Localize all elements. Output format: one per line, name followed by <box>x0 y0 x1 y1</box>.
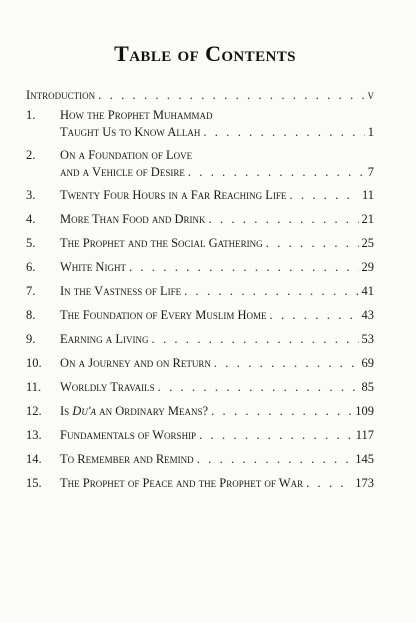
entry-title: The Foundation of Every Muslim Home <box>60 308 267 322</box>
entry-number: 10. <box>26 356 42 370</box>
entry-title-continued: Taught Us to Know Allah <box>60 125 201 139</box>
dot-leader <box>209 212 359 227</box>
entry-page-number: 85 <box>361 380 374 394</box>
entry-page-number: v <box>367 88 374 102</box>
entry-number: 6. <box>26 260 36 274</box>
entry-title: On a Foundation of Love <box>60 148 193 162</box>
dot-leader <box>211 404 352 419</box>
dot-leader <box>158 380 359 395</box>
entry-title: To Remember and Remind <box>60 452 194 466</box>
entry-title: On a Journey and on Return <box>60 356 211 370</box>
dot-leader <box>214 356 359 371</box>
entry-page-number: 1 <box>367 125 374 139</box>
entry-page-number: 69 <box>361 356 374 370</box>
entry-page-number: 43 <box>361 308 374 322</box>
page-title: Table of Contents <box>114 41 296 66</box>
entry-title: Worldly Travails <box>60 380 155 394</box>
entry-title-continued: and a Vehicle of Desire <box>60 165 185 179</box>
dot-leader <box>98 88 364 103</box>
entry-page-number: 7 <box>367 165 374 179</box>
entry-title-part: Is <box>60 404 73 418</box>
dot-leader <box>188 165 365 180</box>
entry-page-number: 29 <box>361 260 374 274</box>
dot-leader <box>184 284 358 299</box>
entry-title: In the Vastness of Life <box>60 284 182 298</box>
entry-title <box>60 404 208 419</box>
dot-leader <box>266 236 359 251</box>
dot-leader <box>306 476 352 491</box>
toc-entry-introduction <box>26 88 374 103</box>
entry-number: 2. <box>26 148 36 162</box>
entry-page-number: 109 <box>355 404 374 418</box>
entry-page-number: 41 <box>361 284 374 298</box>
dot-leader <box>289 188 359 203</box>
entry-title: The Prophet of Peace and the Prophet of War <box>60 476 304 490</box>
entry-page-number: 11 <box>361 188 374 202</box>
entry-number: 4. <box>26 212 36 226</box>
entry-title: Twenty Four Hours in a Far Reaching Life <box>60 188 287 202</box>
entry-number: 7. <box>26 284 36 298</box>
entry-page-number: 25 <box>361 236 374 250</box>
entry-page-number: 21 <box>361 212 374 226</box>
entry-number: 3. <box>26 188 36 202</box>
entry-number: 11. <box>26 380 42 394</box>
entry-title: Earning a Living <box>60 332 149 346</box>
entry-title: How the Prophet Muhammad <box>60 108 213 122</box>
dot-leader <box>129 260 359 275</box>
entry-title-italic: Du'a <box>72 404 96 418</box>
entry-number: 5. <box>26 236 36 250</box>
entry-title: Introduction <box>26 88 96 102</box>
dot-leader <box>270 308 359 323</box>
dot-leader <box>197 452 353 467</box>
entry-number: 15. <box>26 476 42 490</box>
entry-number: 1. <box>26 108 36 122</box>
entry-number: 9. <box>26 332 36 346</box>
entry-number: 14. <box>26 452 42 466</box>
entry-number: 8. <box>26 308 36 322</box>
dot-leader <box>203 125 364 140</box>
entry-title-part: an Ordinary Means? <box>96 404 209 418</box>
entry-title: White Night <box>60 260 126 274</box>
entry-title: Fundamentals of Worship <box>60 428 197 442</box>
dot-leader <box>152 332 359 347</box>
entry-page-number: 145 <box>355 452 374 466</box>
entry-number: 12. <box>26 404 42 418</box>
entry-page-number: 173 <box>355 476 374 490</box>
entry-page-number: 117 <box>355 428 374 442</box>
entry-title: The Prophet and the Social Gathering <box>60 236 263 250</box>
dot-leader <box>199 428 353 443</box>
entry-page-number: 53 <box>361 332 374 346</box>
entry-number: 13. <box>26 428 42 442</box>
entry-title: More Than Food and Drink <box>60 212 206 226</box>
